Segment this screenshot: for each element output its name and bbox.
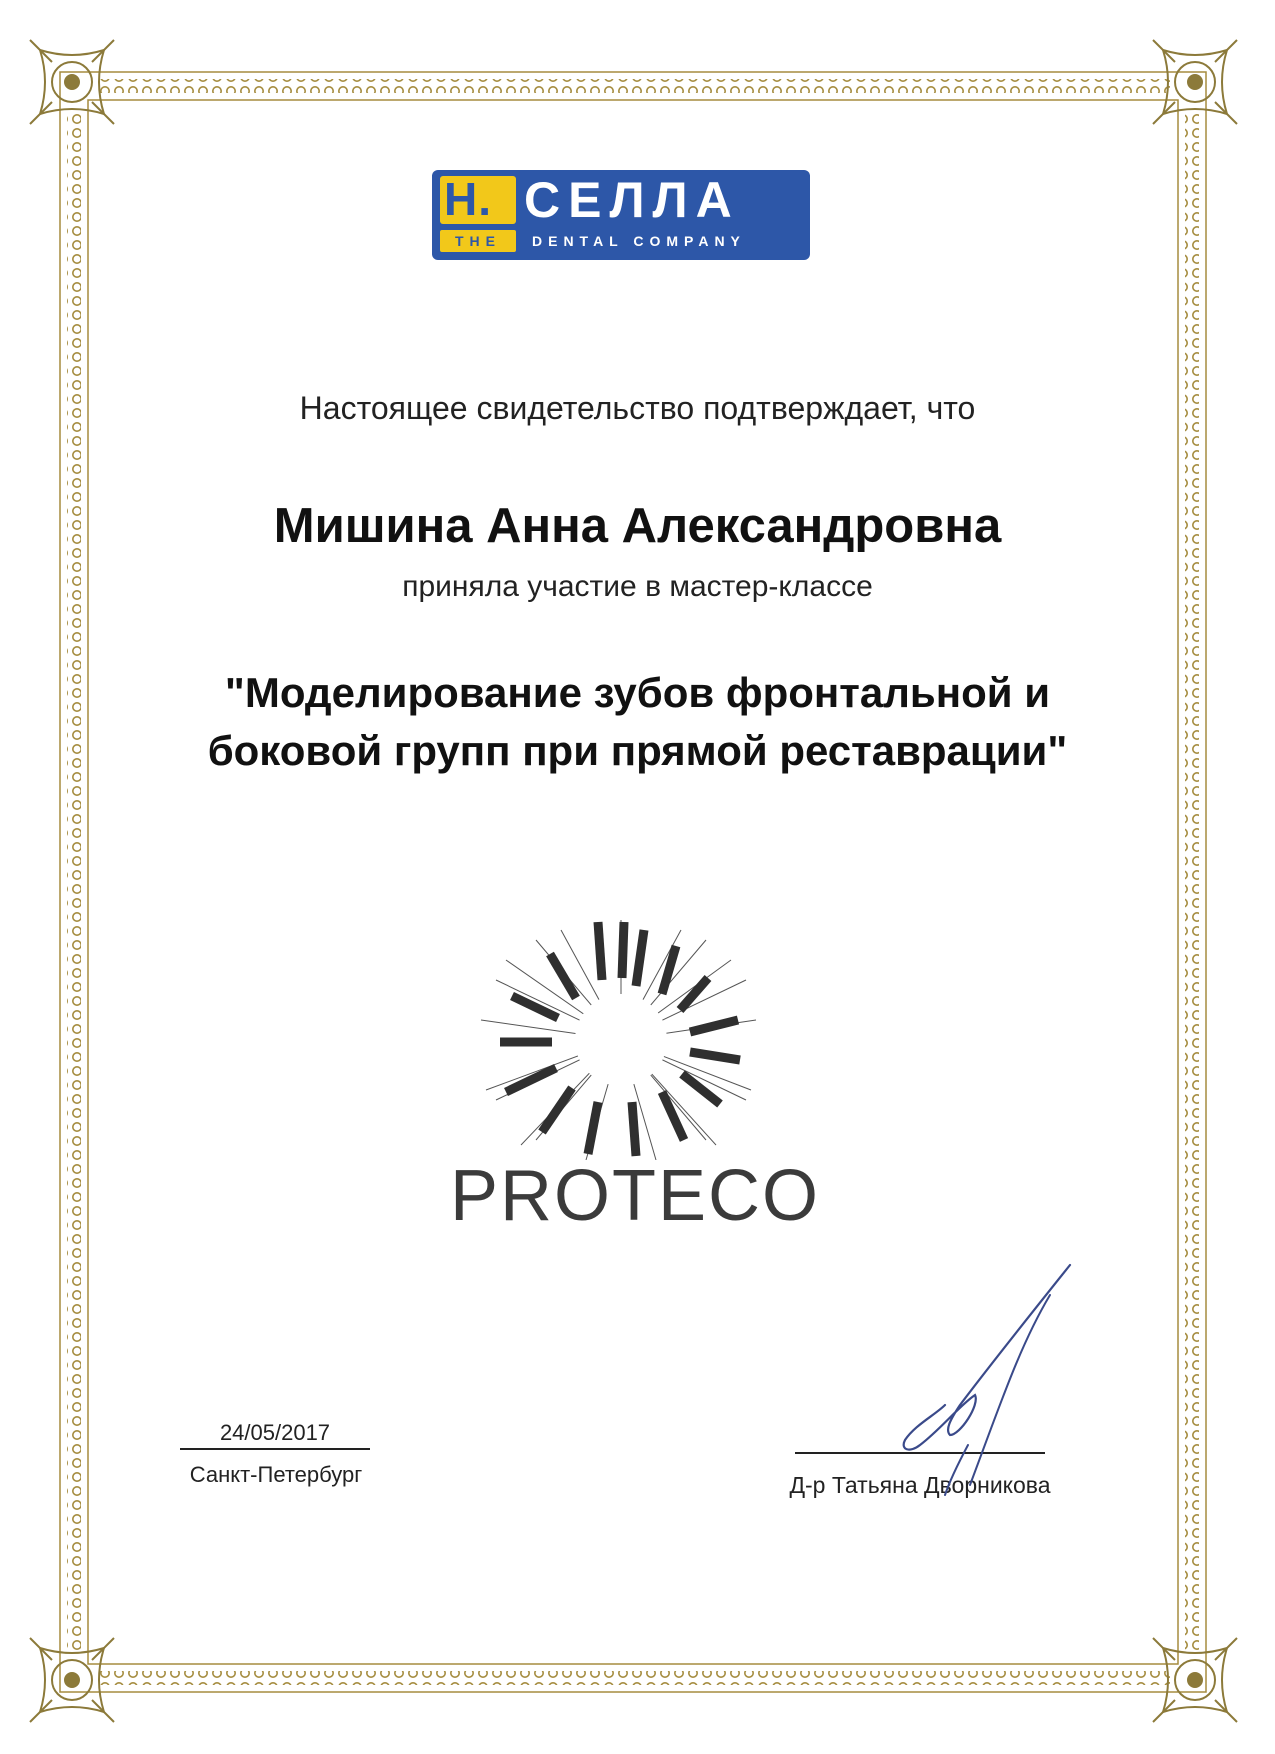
- course-title-line-2: боковой групп при прямой реставрации": [207, 727, 1068, 774]
- proteco-wordmark: PROTECO: [450, 1156, 821, 1236]
- logo-tagline-the: THE: [455, 233, 501, 249]
- logo-tagline: DENTAL COMPANY: [532, 233, 746, 249]
- issue-city: Санкт-Петербург: [189, 1462, 363, 1487]
- signer-name: Д-р Татьяна Дворникова: [789, 1472, 1051, 1498]
- logo-letter: H.: [444, 173, 492, 225]
- proteco-center: [575, 994, 667, 1086]
- course-title-line-1: "Моделирование зубов фронтальной и: [224, 669, 1051, 716]
- course-title: [0, 664, 1275, 780]
- handwritten-signature: [850, 1255, 1080, 1515]
- logo-brand: СЕЛЛА: [524, 172, 740, 228]
- participation-text: приняла участие в мастер-классе: [402, 570, 873, 603]
- proteco-logo-mark: [476, 920, 766, 1160]
- certificate-intro: Настоящее свидетельство подтверждает, что: [299, 390, 976, 426]
- company-logo: [432, 170, 810, 260]
- recipient-name: Мишина Анна Александровна: [273, 499, 1002, 553]
- issue-date: 24/05/2017: [180, 1420, 370, 1450]
